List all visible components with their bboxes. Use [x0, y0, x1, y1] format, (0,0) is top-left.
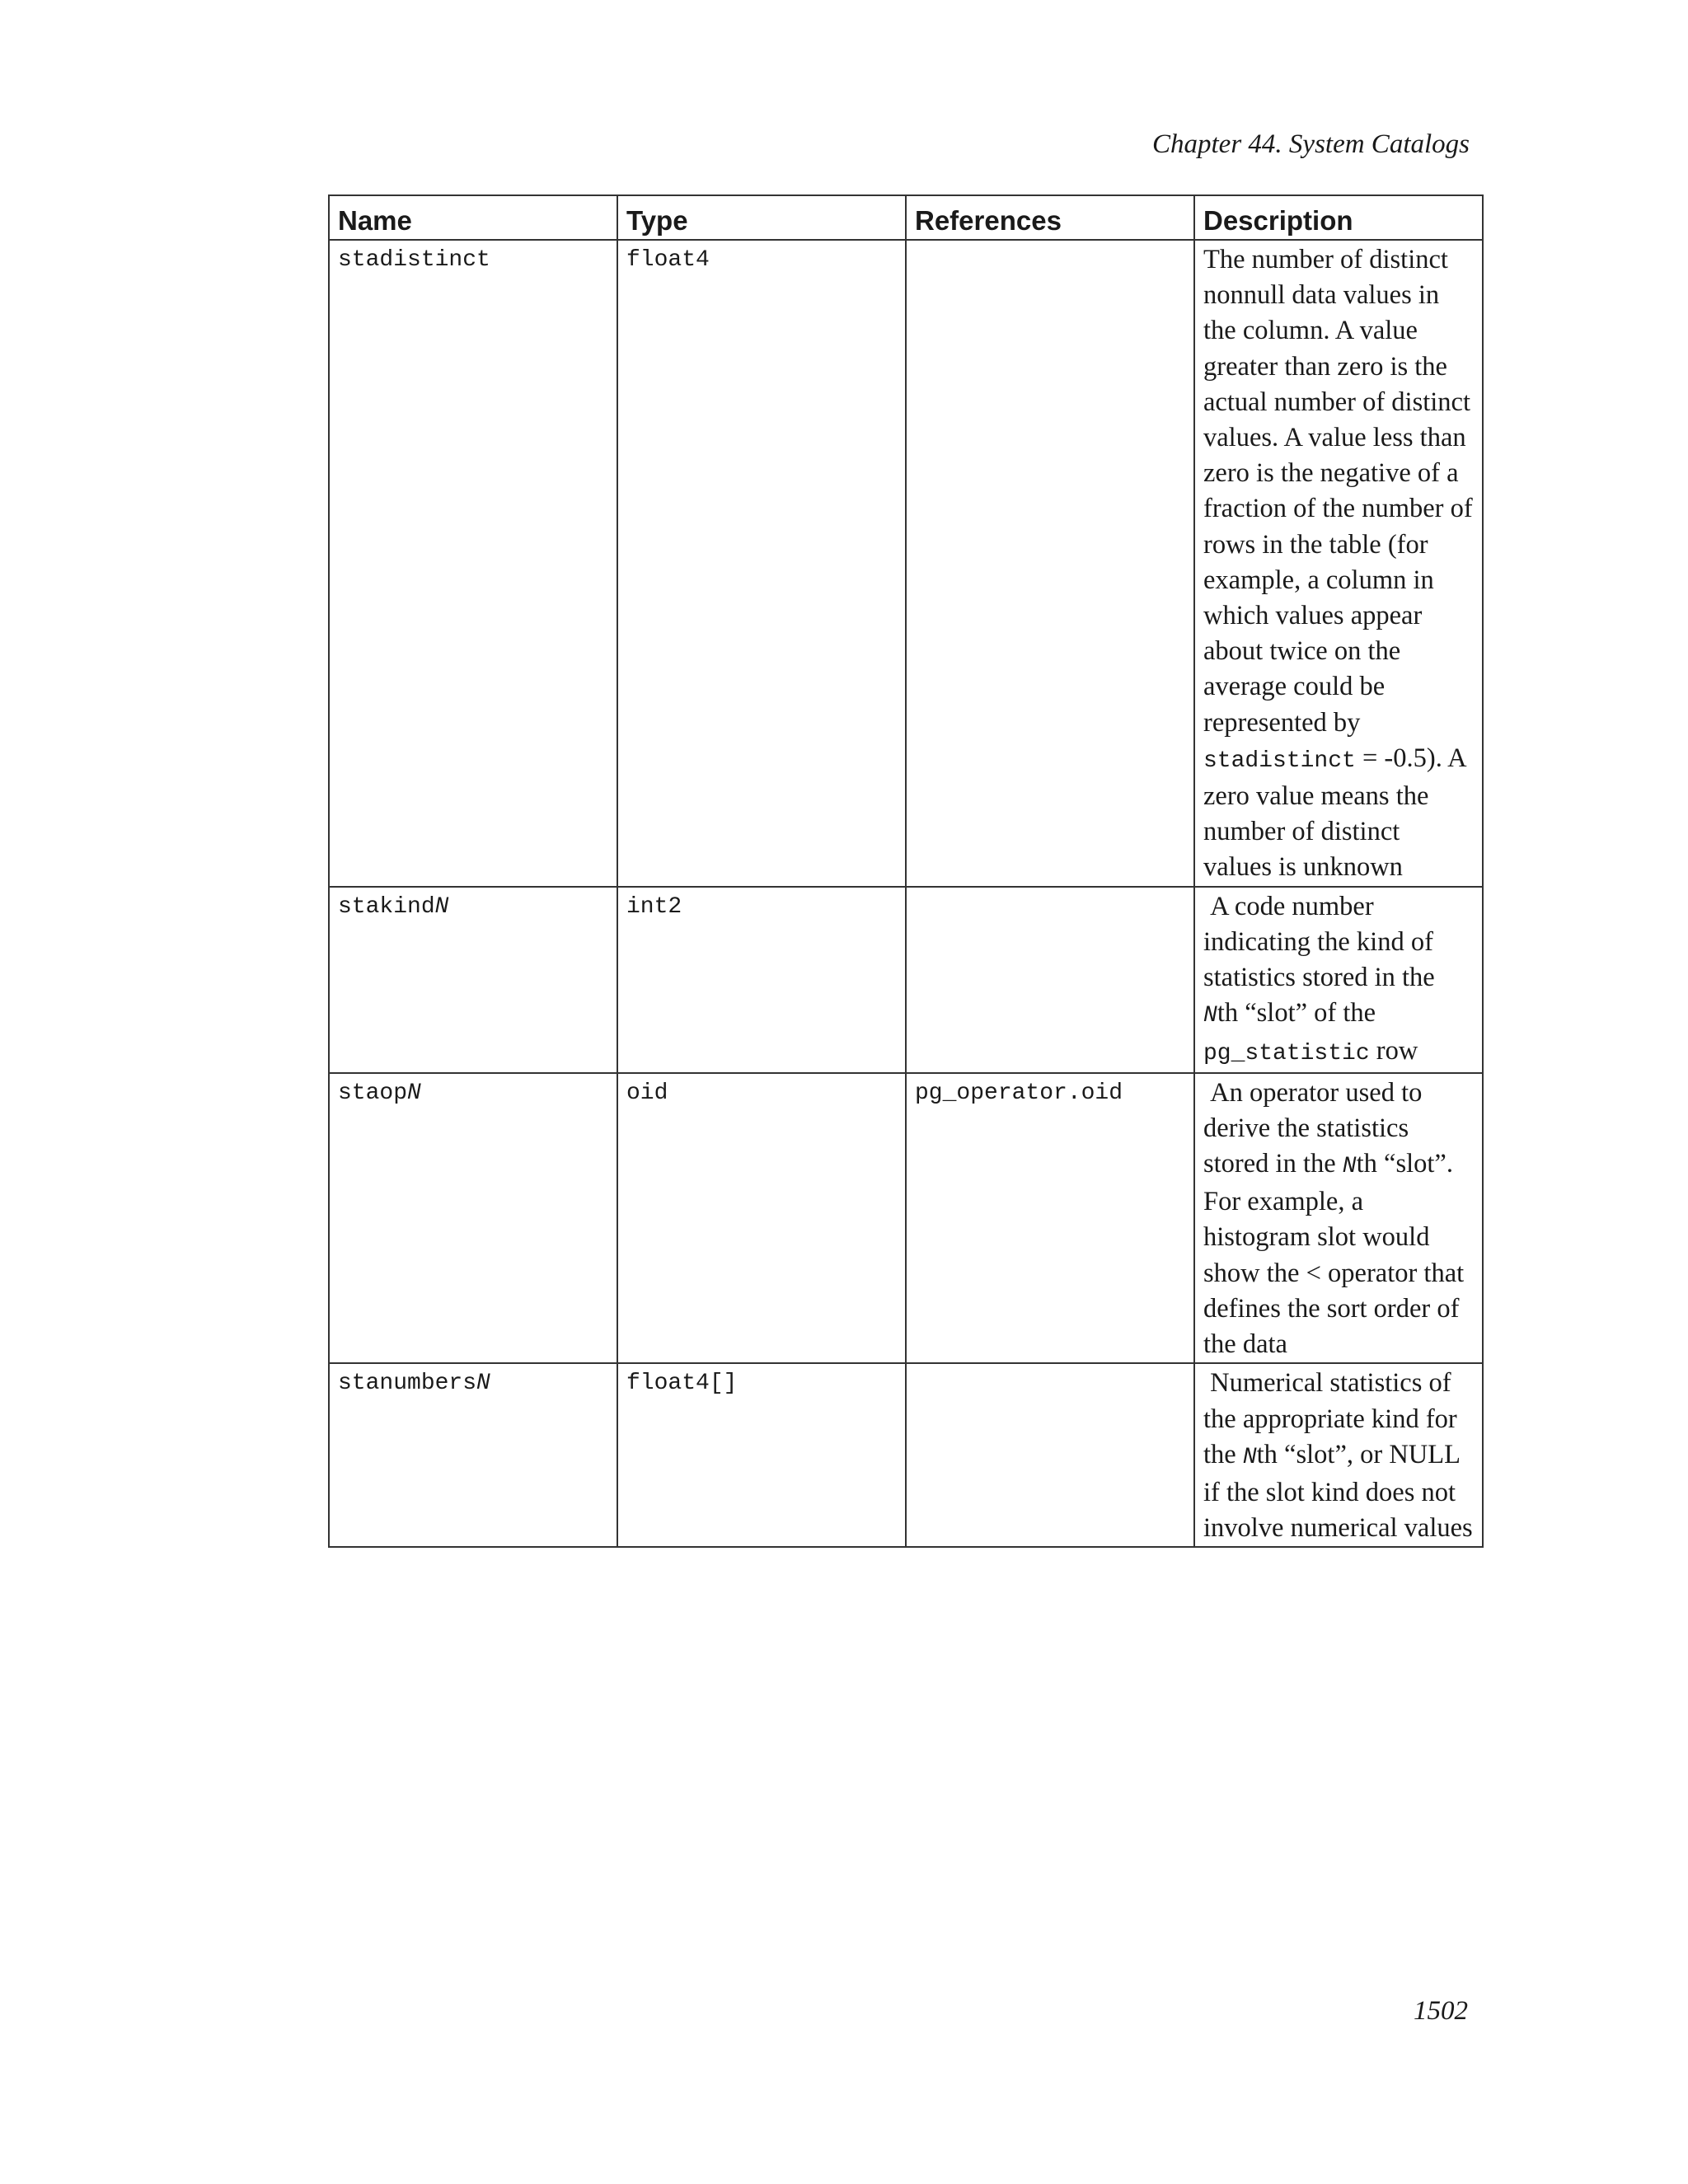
column-header-name: Name [329, 195, 617, 240]
column-name-suffix: N [476, 1371, 490, 1397]
column-name: stadistinct [338, 247, 490, 273]
column-name-suffix: N [434, 893, 449, 920]
description-code: pg_statistic [1203, 1041, 1370, 1067]
description-text: th “slot” of the [1217, 998, 1376, 1029]
table-row [329, 1073, 1483, 1364]
column-header-description: Description [1194, 195, 1483, 240]
cell-references [906, 887, 1194, 1073]
cell-name [329, 887, 617, 1073]
running-header: Chapter 44. System Catalogs [1152, 129, 1470, 159]
cell-description [1194, 240, 1483, 887]
description-text: An operator used to derive the statistics stored in the [1203, 1077, 1423, 1179]
description-variable: N [1203, 1003, 1217, 1029]
description-text: th “slot”, or NULL if the slot kind does not involve numerical values [1203, 1439, 1473, 1544]
description-text: row [1369, 1036, 1418, 1066]
description-code: stadistinct [1203, 748, 1356, 774]
cell-type: float4 [617, 240, 906, 887]
cell-name [329, 1363, 617, 1547]
description-variable: N [1242, 1444, 1257, 1470]
column-name: staop [338, 1080, 408, 1106]
description-text: The number of distinct nonnull data values in the column. A value greater than zero is the actual number of distinct values. A value less than zero is the negative of a fraction of the number of rows in the table (for example, a column in which values appear about twice on the average could be represented by [1203, 245, 1473, 738]
cell-description [1194, 1073, 1483, 1364]
cell-name [329, 1073, 617, 1364]
pg-statistic-columns-table [328, 194, 1484, 1548]
cell-description [1194, 887, 1483, 1073]
cell-name [329, 240, 617, 887]
cell-type: oid [617, 1073, 906, 1364]
cell-description [1194, 1363, 1483, 1547]
column-name: stanumbers [338, 1371, 477, 1397]
cell-type: int2 [617, 887, 906, 1073]
table-row [329, 1363, 1483, 1547]
table-row [329, 240, 1483, 887]
cell-references [906, 1363, 1194, 1547]
cell-references [906, 240, 1194, 887]
cell-type: float4[] [617, 1363, 906, 1547]
table-header-row [329, 195, 1483, 240]
description-variable: N [1342, 1154, 1357, 1180]
page-number: 1502 [1414, 1996, 1468, 2026]
column-header-references: References [906, 195, 1194, 240]
column-name: stakind [338, 893, 435, 920]
description-text: = -0.5). A zero value means the number of distinct values is unknown [1203, 743, 1465, 883]
description-text: Numerical statistics of the appropriate kind for the [1203, 1368, 1457, 1469]
table-row [329, 887, 1483, 1073]
description-text: th “slot”. For example, a histogram slot would show the < operator that defines the sort order of the data [1203, 1149, 1465, 1360]
cell-references: pg_operator.oid [906, 1073, 1194, 1364]
column-header-type: Type [617, 195, 906, 240]
column-name-suffix: N [407, 1080, 421, 1106]
description-text: A code number indicating the kind of statistics stored in the [1203, 891, 1435, 993]
